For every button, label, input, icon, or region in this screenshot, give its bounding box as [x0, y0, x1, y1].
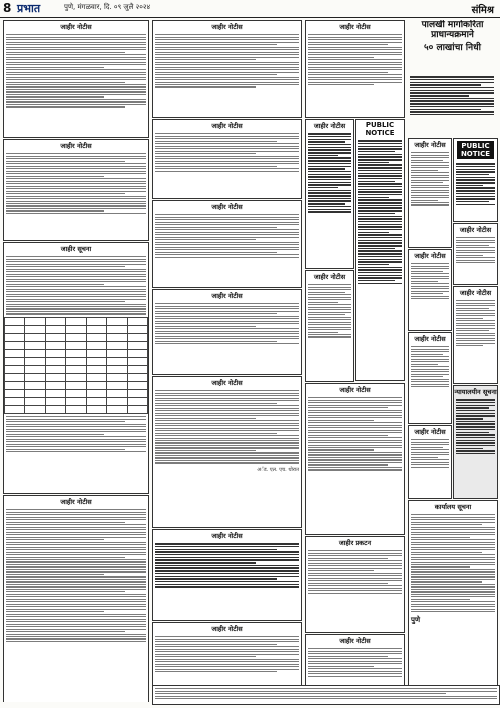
notice-heading: जाहीर प्रकटन	[338, 539, 372, 547]
notice-heading: जाहीर नोटीस	[339, 637, 371, 645]
notice-box	[152, 529, 302, 621]
masthead	[0, 0, 500, 18]
notice-heading: जाहीर सूचना	[60, 245, 92, 253]
notice-heading: जाहीर नोटीस	[339, 23, 371, 31]
notice-box	[3, 139, 149, 241]
notice-heading: न्यायालयीन सूचना	[454, 388, 497, 396]
notice-box-narrow	[408, 332, 452, 424]
notice-heading: जाहीर नोटीस	[211, 532, 243, 540]
notice-box-with-table	[3, 242, 149, 494]
notice-box	[305, 536, 405, 633]
notice-heading: जाहीर नोटीस	[339, 386, 371, 394]
notice-box	[3, 495, 149, 702]
headline-line-2: प्राधान्यक्रमाने	[431, 30, 474, 40]
notice-heading: जाहीर नोटीस	[211, 292, 243, 300]
column-2	[152, 20, 302, 702]
notice-box-narrow	[408, 249, 452, 331]
notice-box	[152, 20, 302, 118]
notice-box-narrow	[408, 138, 452, 248]
notice-heading: जाहीर नोटीस	[211, 23, 243, 31]
notice-box	[305, 20, 405, 118]
public-notice-english	[355, 119, 405, 381]
public-notice-heading: PUBLIC NOTICE	[457, 141, 494, 159]
notice-heading: जाहीर नोटीस	[459, 226, 492, 234]
notice-heading: जाहीर नोटीस	[211, 625, 243, 633]
schedule-table	[4, 317, 148, 414]
notice-heading: जाहीर नोटीस	[211, 203, 243, 211]
headline-line-3: ५० लाखांचा निधी	[424, 43, 481, 53]
notice-heading: जाहीर नोटीस	[414, 335, 446, 343]
notice-box-narrow	[305, 270, 354, 382]
notice-box-shaded	[453, 385, 498, 499]
notice-box	[408, 500, 498, 702]
notice-heading: जाहीर नोटीस	[313, 273, 346, 281]
notice-heading: जाहीर नोटीस	[414, 141, 446, 149]
notice-heading: जाहीर नोटीस	[211, 379, 243, 387]
notice-box	[152, 289, 302, 375]
notice-heading: जाहीर नोटीस	[60, 498, 92, 506]
news-headline-block	[408, 20, 497, 72]
public-notice-english	[453, 138, 498, 222]
bottom-strip-notice	[152, 685, 500, 705]
notice-heading: जाहीर नोटीस	[414, 428, 446, 436]
notice-heading: कार्यालय सूचना	[434, 503, 472, 511]
column-4	[408, 20, 498, 702]
notice-box	[3, 20, 149, 138]
notice-box	[152, 200, 302, 288]
page-number: 8	[3, 1, 12, 15]
notice-heading: जाहीर नोटीस	[414, 252, 446, 260]
newspaper-logo: प्रभात	[17, 2, 41, 15]
notice-box-narrow	[408, 425, 452, 499]
public-notice-heading: PUBLIC NOTICE	[365, 121, 395, 137]
notice-heading: जाहीर नोटीस	[313, 122, 346, 130]
column-1	[3, 20, 149, 702]
dateline: पुणे, मंगळवार, दि. ०९ जुलै २०२४	[64, 3, 151, 11]
place-label: पुणे	[411, 615, 421, 624]
notice-heading: जाहीर नोटीस	[60, 142, 92, 150]
notice-heading: जाहीर नोटीस	[459, 289, 492, 297]
signature-name: अॅड. एल. एच. थोरात	[257, 466, 299, 473]
notice-box	[152, 376, 302, 528]
notice-box	[152, 119, 302, 199]
headline-line-1: पालखी मार्गाकरिता	[421, 20, 484, 30]
notice-box	[305, 383, 405, 535]
notice-heading: जाहीर नोटीस	[211, 122, 243, 130]
notice-heading: जाहीर नोटीस	[60, 23, 92, 31]
notice-box-narrow	[453, 223, 498, 285]
notice-box-narrow	[453, 286, 498, 384]
notice-box-narrow	[305, 119, 354, 269]
column-3	[305, 20, 405, 702]
section-title: संमिश्र	[471, 5, 494, 16]
news-body	[408, 74, 496, 136]
